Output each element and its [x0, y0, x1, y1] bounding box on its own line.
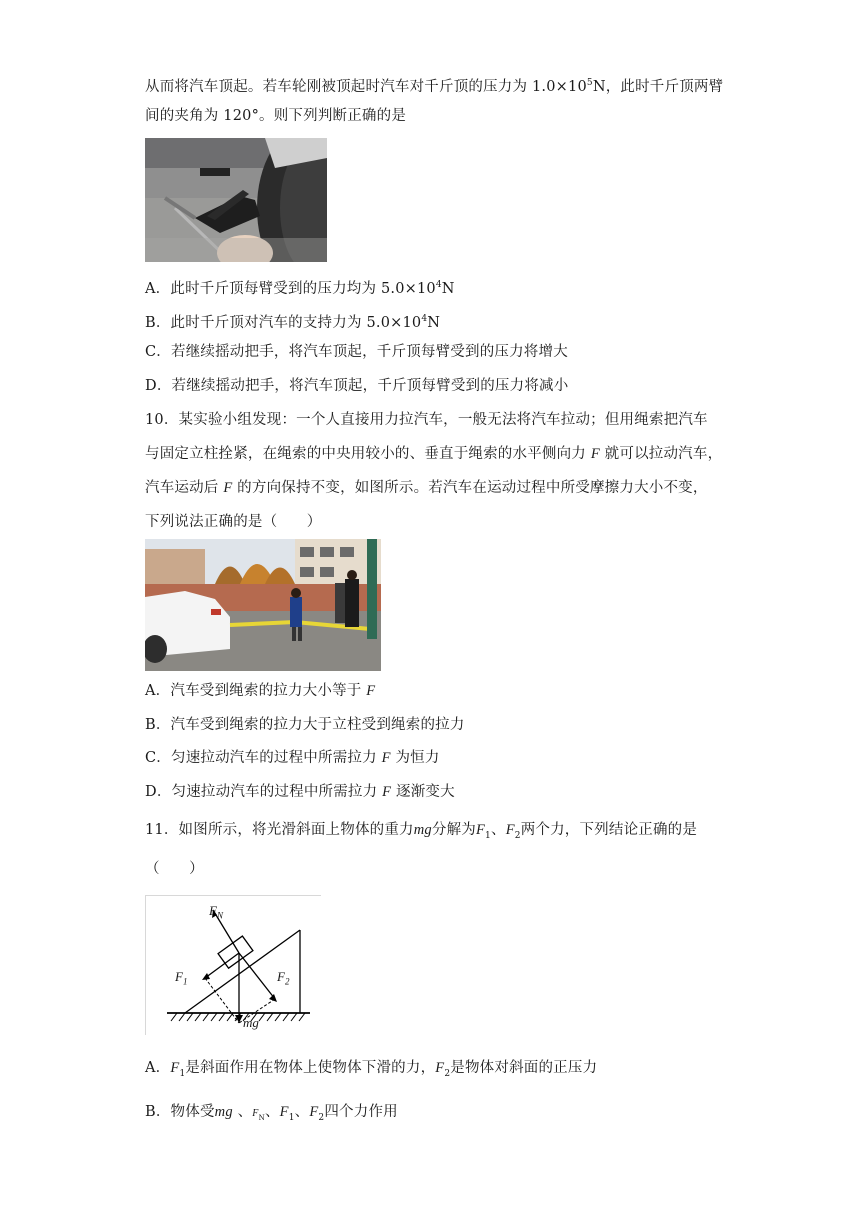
- q10-line3-text: 汽车运动后: [145, 480, 224, 496]
- q11-option-b: [145, 1102, 398, 1128]
- q10-var-f: F: [590, 446, 600, 462]
- q9-option-c: C．若继续摇动把手，将汽车顶起，千斤顶每臂受到的压力将增大: [145, 344, 568, 360]
- label-f1: [175, 969, 187, 987]
- q11-option-b-f1-sub: 1: [288, 1112, 295, 1123]
- q10-stem-line4: 下列说法正确的是（ ）: [145, 514, 322, 530]
- q11-option-b-sep3: 、: [294, 1104, 310, 1120]
- q11-option-b-mg: mg: [214, 1104, 233, 1120]
- q11-sep: 、: [490, 822, 506, 838]
- q10-option-d-tail: 逐渐变大: [391, 784, 455, 800]
- q10-option-a-var: F: [366, 683, 376, 699]
- q9-option-d: D．若继续摇动把手，将汽车顶起，千斤顶每臂受到的压力将减小: [145, 378, 569, 394]
- q11-option-a-f1: F: [170, 1060, 180, 1076]
- q10-line2-text: 与固定立柱拴紧，在绳索的中央用较小的、垂直于绳索的水平侧向力: [145, 446, 591, 462]
- q10-stem-line3: [145, 478, 708, 498]
- q11-option-a-f1-sub: 1: [179, 1068, 186, 1079]
- q10-option-a: [145, 681, 375, 701]
- label-f1-sub: 1: [182, 976, 188, 987]
- q10-option-d-text: D．匀速拉动汽车的过程中所需拉力: [145, 784, 383, 800]
- q11-option-b-label: B．物体受: [145, 1104, 215, 1120]
- q9-option-a-unit: N: [441, 280, 455, 297]
- label-f1-main: F: [175, 969, 183, 984]
- q11-mg: mg: [413, 822, 432, 838]
- q10-option-c-text: C．匀速拉动汽车的过程中所需拉力: [145, 750, 382, 766]
- q9-stem-line2: 间的夹角为 120°。则下列判断正确的是: [145, 108, 407, 124]
- q10-stem-line2: [145, 444, 722, 464]
- q9-exponent: 5: [586, 78, 593, 88]
- q11-option-b-fn-sub: N: [258, 1113, 265, 1122]
- q10-line3-tail: 的方向保持不变，如图所示。若汽车在运动过程中所受摩擦力大小不变，: [232, 480, 708, 496]
- label-mg: mg: [243, 1015, 259, 1030]
- q11-line1-mid: 分解为: [431, 822, 476, 838]
- q11-option-a-f2: F: [435, 1060, 445, 1076]
- q11-f1-sub: 1: [485, 830, 491, 841]
- q9-option-a-exp: 4: [435, 280, 442, 290]
- q11-option-b-f2-sub: 2: [318, 1112, 325, 1123]
- q11-option-b-f2: F: [309, 1104, 319, 1120]
- q9-option-b-exp: 4: [421, 314, 428, 324]
- q11-option-b-sep2: 、: [264, 1104, 280, 1120]
- incline-force-diagram: [145, 895, 321, 1035]
- label-f2-main: F: [277, 969, 285, 984]
- q9-option-b-unit: N: [427, 314, 441, 331]
- q10-option-c-tail: 为恒力: [390, 750, 440, 766]
- q11-f2: F: [505, 822, 515, 838]
- q9-stem-tail: N，此时千斤顶两臂: [592, 78, 724, 95]
- q11-option-b-sep1: 、: [232, 1104, 253, 1120]
- q11-option-a: [145, 1058, 597, 1084]
- q11-option-b-tail: 四个力作用: [324, 1104, 398, 1120]
- q11-option-a-f2-sub: 2: [444, 1068, 451, 1079]
- q10-line2-tail: 就可以拉动汽车，: [599, 446, 723, 462]
- q10-var-f: F: [223, 480, 233, 496]
- q11-option-b-f1: F: [279, 1104, 289, 1120]
- label-fn-sub: N: [216, 910, 223, 921]
- label-fn: [209, 903, 223, 921]
- q11-option-a-label: A．: [145, 1060, 171, 1076]
- q9-option-b: [145, 309, 440, 333]
- q11-f1: F: [475, 822, 486, 838]
- q11-f2-sub: 2: [514, 830, 521, 841]
- label-f2: [277, 969, 289, 987]
- q9-option-a: [145, 275, 455, 299]
- car-rope-photo: [145, 539, 381, 671]
- q11-line1-tail: 两个力，下列结论正确的是: [520, 822, 698, 838]
- q11-stem-line1: [145, 820, 697, 846]
- q9-stem-text: 从而将汽车顶起。若车轮刚被顶起时汽车对千斤顶的压力为 1.0×10: [145, 78, 587, 95]
- q10-option-a-text: A．汽车受到绳索的拉力大小等于: [145, 683, 367, 699]
- q10-stem-line1: 10．某实验小组发现：一个人直接用力拉汽车，一般无法将汽车拉动；但用绳索把汽车: [145, 412, 708, 428]
- label-fn-main: F: [209, 903, 217, 918]
- q10-option-c: [145, 748, 440, 768]
- car-jack-photo: [145, 138, 327, 262]
- q11-option-a-text: 是斜面作用在物体上使物体下滑的力，: [185, 1060, 436, 1076]
- q9-stem-line1: [145, 73, 723, 97]
- q9-option-b-text: B．此时千斤顶对汽车的支持力为 5.0×10: [145, 314, 422, 331]
- q11-option-a-tail: 是物体对斜面的正压力: [450, 1060, 598, 1076]
- q10-option-d: [145, 782, 455, 802]
- q10-option-d-var: F: [382, 784, 392, 800]
- q10-option-b: B．汽车受到绳索的拉力大于立柱受到绳索的拉力: [145, 717, 465, 733]
- q9-option-a-text: A．此时千斤顶每臂受到的压力均为 5.0×10: [145, 280, 436, 297]
- q11-stem-line2: （ ）: [145, 861, 204, 877]
- label-f2-sub: 2: [284, 976, 290, 987]
- q10-option-c-var: F: [381, 750, 391, 766]
- q11-line1-text: 11．如图所示，将光滑斜面上物体的重力: [145, 822, 414, 838]
- q11-option-b-fn: F: [252, 1108, 259, 1119]
